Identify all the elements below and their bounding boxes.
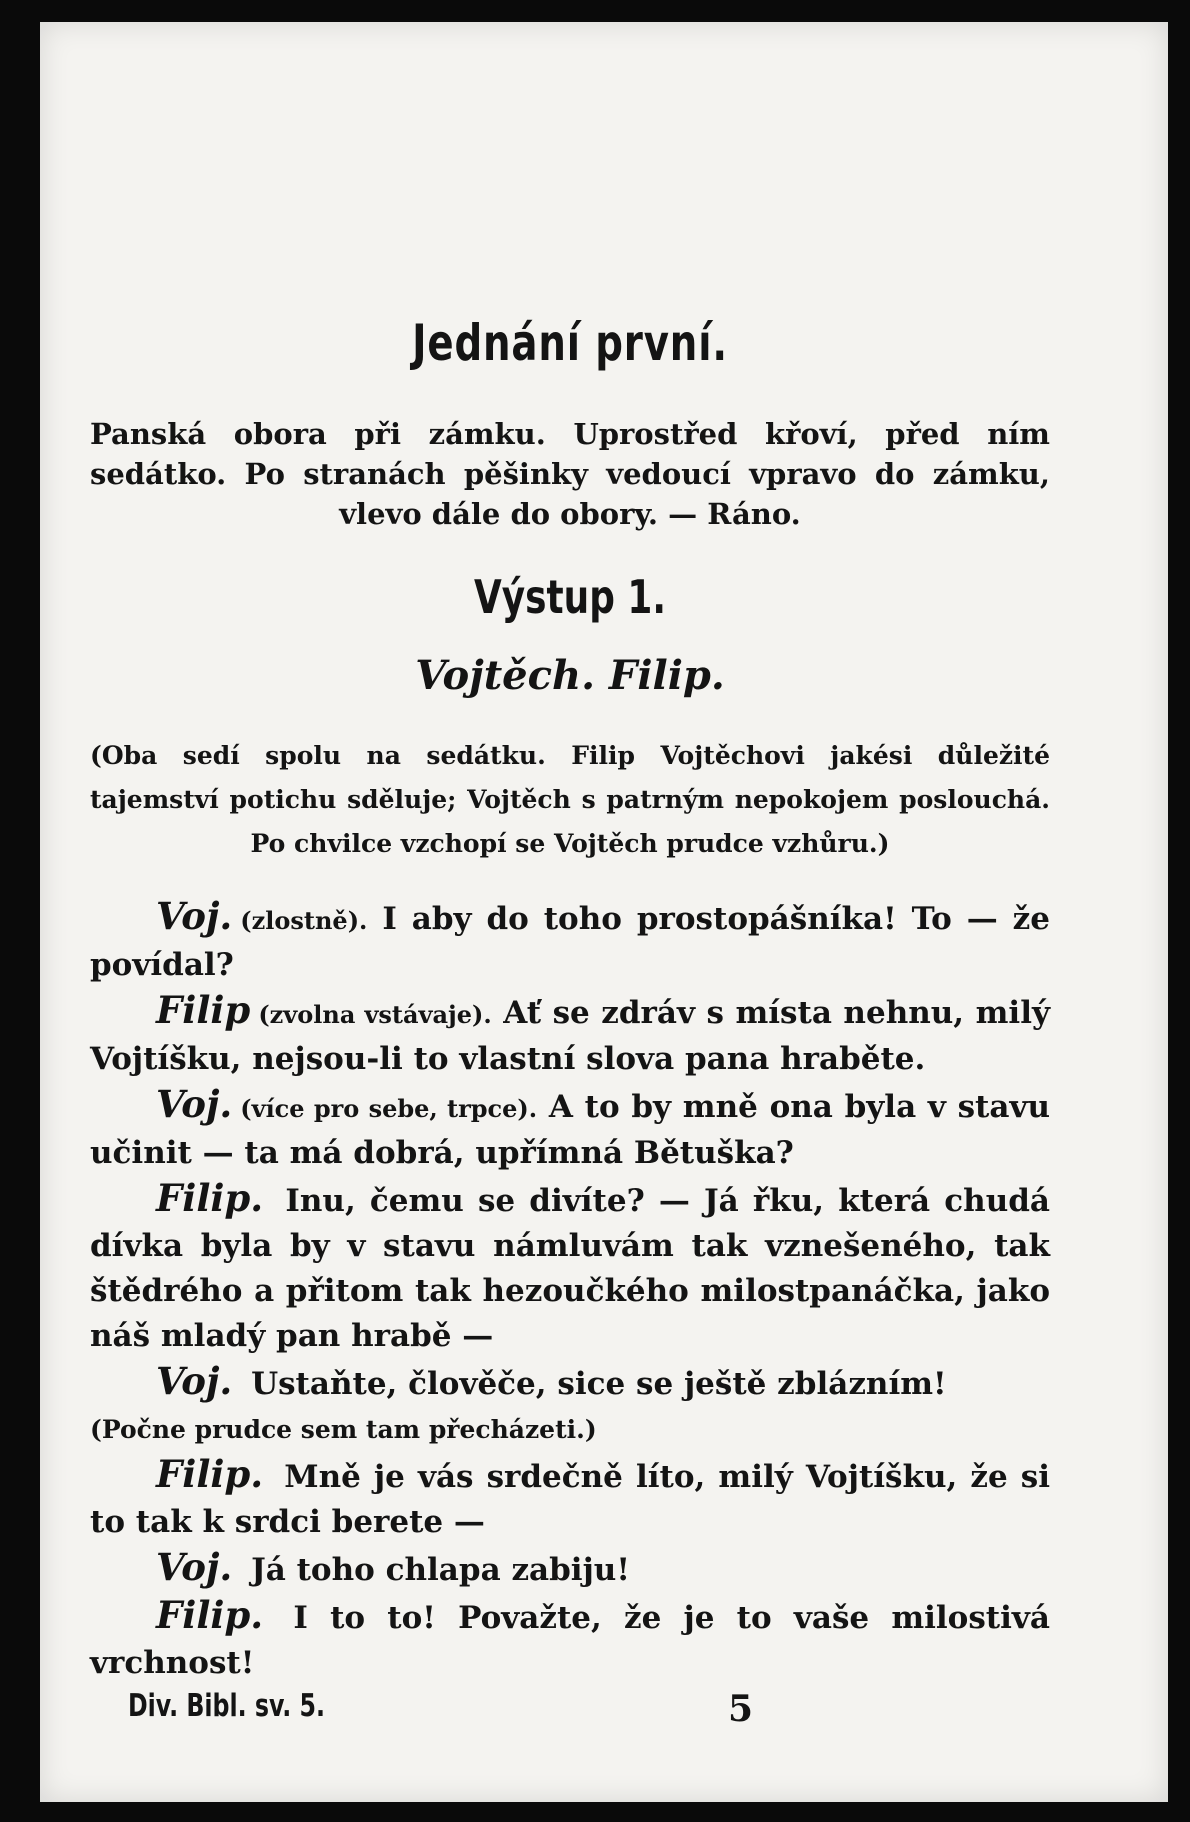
line-text: Ať se zdráv s místa nehnu, milý Vojtíšku, nejsou-li to vlastní slova pana hraběte.	[90, 995, 1050, 1077]
stage-direction-inline: (Počne prudce sem tam přecházeti.)	[90, 1415, 597, 1444]
dialogue-line	[90, 1593, 1050, 1686]
line-text: I aby do toho prostopášníka! To — že povídal?	[90, 901, 1050, 983]
line-text: Mně je vás srdečně líto, milý Vojtíšku, že si to tak k srdci berete —	[90, 1459, 1050, 1540]
line-text: I to to! Považte, že je to vaše milostivá vrchnost!	[90, 1600, 1050, 1681]
dialogue-line	[90, 894, 1050, 988]
speaker-name: Filip.	[156, 1452, 264, 1496]
speaker-aside: (více pro sebe, trpce).	[240, 1094, 538, 1123]
book-page	[40, 22, 1168, 1802]
speaker-name: Filip	[156, 988, 251, 1032]
page-number: 5	[728, 1688, 754, 1730]
speaker-aside: (zvolna vstávaje).	[258, 1000, 492, 1029]
stage-direction: (Oba sedí spolu na sedátku. Filip Vojtěchovi jakési důležité tajemství potichu sděluje; Vojtěch s patrným nepokojem poslouchá. Po chvilce vzchopí se Vojtěch prudce vzhůru.)	[90, 741, 1050, 858]
speaker-aside: (zlostně).	[240, 906, 368, 935]
line-text: Já toho chlapa zabiju!	[251, 1552, 630, 1588]
dialogue-line	[90, 1082, 1050, 1176]
dialogue-line	[90, 988, 1050, 1082]
signature-mark: Div. Bibl. sv. 5.	[128, 1688, 326, 1724]
dialogue	[90, 894, 1050, 1686]
speaker-name: Voj.	[156, 1082, 233, 1126]
character-list: Vojtěch. Filip.	[415, 652, 725, 699]
act-title: Jednání první.	[412, 314, 728, 372]
scene-heading: Výstup 1.	[473, 570, 666, 624]
line-text: Inu, čemu se divíte? — Já řku, která chudá dívka byla by v stavu námluvám tak vznešeného, tak štědrého a přitom tak hezoučkého milostpanáčka, jako náš mladý pan hrabě —	[90, 1183, 1051, 1354]
speaker-name: Filip.	[156, 1593, 264, 1637]
dialogue-line	[90, 1545, 1050, 1593]
dialogue-line	[90, 1176, 1050, 1359]
dialogue-line	[90, 1359, 1050, 1407]
speaker-name: Voj.	[156, 1545, 233, 1589]
line-text: Ustaňte, člověče, sice se ještě zblázním!	[251, 1366, 947, 1402]
dialogue-line	[90, 1452, 1050, 1545]
line-text: A to by mně ona byla v stavu učinit — ta má dobrá, upřímná Bětuška?	[90, 1089, 1051, 1171]
setting-description: Panská obora při zámku. Uprostřed křoví, před ním sedátko. Po stranách pěšinky vedoucí vpravo do zámku, vlevo dále do obory. — Ráno.	[90, 417, 1050, 531]
speaker-name: Voj.	[156, 894, 233, 938]
speaker-name: Voj.	[156, 1359, 233, 1403]
speaker-name: Filip.	[156, 1176, 264, 1220]
